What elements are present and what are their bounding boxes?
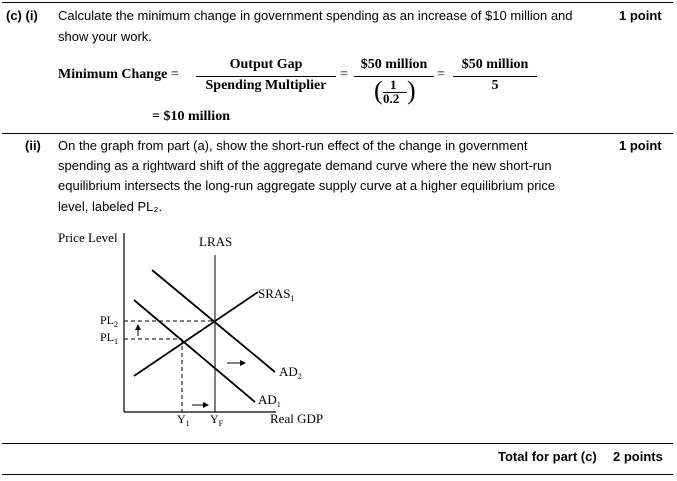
sras-label: $SRAS_1$ [258,286,295,303]
part-ii-line-4: level, labeled PL₂. [58,199,163,214]
paren-left: ( [374,76,383,105]
formula-lhs-text: Minimum Change [58,67,168,82]
ad2-label: $AD_2$ [279,364,302,381]
formula-right-numerator: $50 million [461,57,529,72]
paren-right: ) [407,76,416,105]
pl1-label: $PL_1$ [100,330,119,346]
formula-equals-1: = [170,67,179,82]
part-c-instruction-line2: show your work. [58,29,152,44]
formula-equals-3: = [437,67,445,82]
mid-denom-num: 1 [390,77,397,92]
x-axis-label: Real GDP [270,411,324,426]
pl2-label: $PL_2$ [100,313,119,329]
mid-denom-den: 0.2 [383,91,400,106]
part-c-instruction-line1: Calculate the minimum change in government spending as an increase of $10 million and [58,8,573,23]
y1-label: $Y_1$ [177,412,190,428]
total-points: 2 points [613,449,663,464]
y-axis-label: Price Level [58,230,118,245]
formula-denominator: Spending Multiplier [205,78,327,93]
footer-rule-bottom [2,474,673,475]
ad1-label: $AD_1$ [258,392,281,409]
part-ii-line-3: equilibrium intersects the long-run aggregate supply curve at a higher equilibrium price [58,178,556,193]
formula-right-denominator: 5 [491,78,499,93]
part-ii-line-2: spending as a rightward shift of the aggregate demand curve where the new short-run [58,158,552,173]
part-ii-label: (ii) [25,138,41,153]
part-c-points: 1 point [619,8,662,23]
formula-numerator: Output Gap [229,57,303,72]
yf-label: $Y_F$ [210,412,224,428]
part-ii-points: 1 point [619,138,662,153]
part-ii-line-1: On the graph from part (a), show the short-run effect of the change in government [58,138,528,153]
formula-result: = $10 million [152,109,230,124]
ad1-line [134,300,255,402]
footer-rule-top [2,443,673,444]
ad2-line [152,270,275,372]
part-c-label: (c) (i) [6,8,38,23]
lras-label: LRAS [199,234,233,249]
formula-mid-numerator: $50 million [360,57,428,72]
total-label: Total for part (c) [498,449,597,464]
formula-equals-2: = [340,67,348,82]
